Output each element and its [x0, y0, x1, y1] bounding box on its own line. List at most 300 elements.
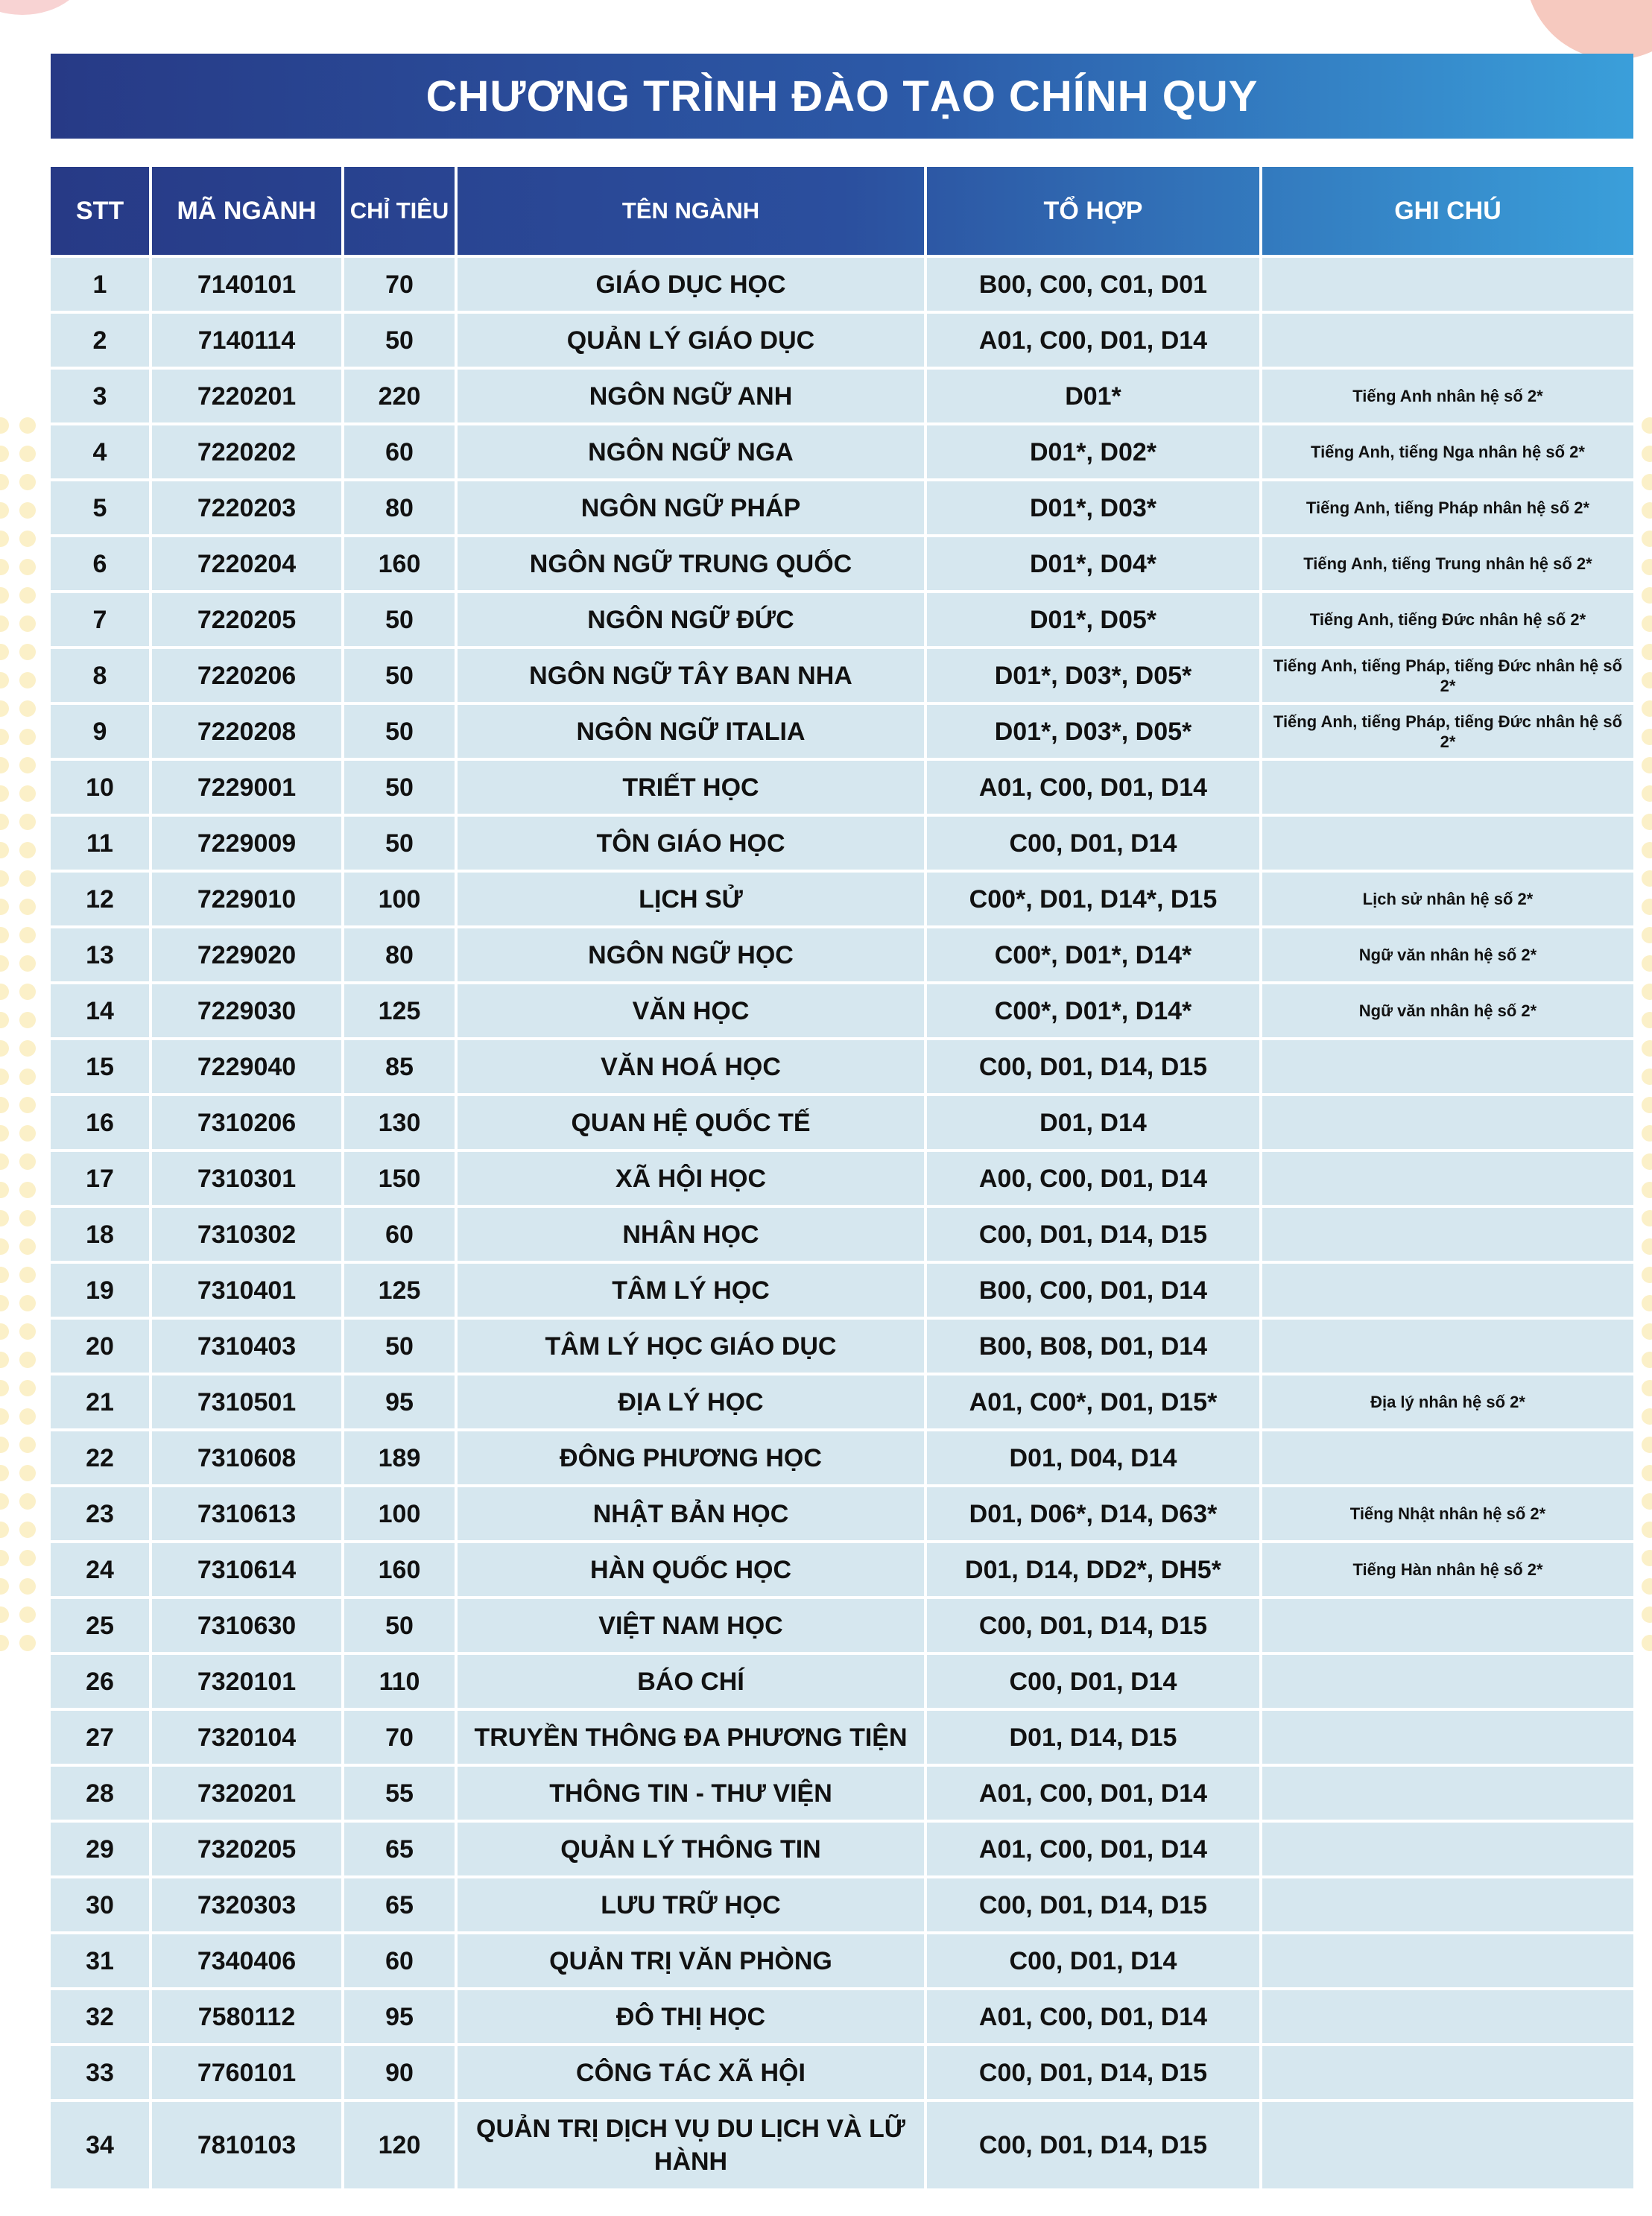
cell-stt: 34	[51, 2101, 151, 2188]
decorative-dot	[1642, 1097, 1652, 1113]
decorative-dot	[19, 1040, 36, 1057]
decorative-dot	[1642, 757, 1652, 773]
cell-code: 7310608	[151, 1430, 343, 1486]
decorative-dot	[0, 1012, 9, 1028]
cell-quota: 50	[343, 648, 456, 703]
decorative-dot	[19, 1069, 36, 1085]
decorative-dot	[19, 1267, 36, 1283]
cell-code: 7310630	[151, 1598, 343, 1653]
decorative-dot	[1642, 1606, 1652, 1623]
cell-code: 7580112	[151, 1989, 343, 2045]
decorative-dot	[19, 870, 36, 887]
cell-stt: 15	[51, 1039, 151, 1095]
cell-note	[1261, 1653, 1633, 1709]
cell-name: NGÔN NGỮ PHÁP	[456, 480, 925, 536]
decorative-dot	[0, 1493, 9, 1510]
cell-name: QUẢN TRỊ VĂN PHÒNG	[456, 1933, 925, 1989]
decorative-dot	[1642, 1578, 1652, 1595]
table-row	[51, 2045, 1633, 2101]
table-row	[51, 1095, 1633, 1150]
table-row	[51, 759, 1633, 815]
cell-combo: D01*, D03*, D05*	[925, 648, 1261, 703]
table-row	[51, 1430, 1633, 1486]
decorative-dot	[19, 1635, 36, 1651]
cell-quota: 80	[343, 927, 456, 983]
cell-combo: C00, D01, D14, D15	[925, 1039, 1261, 1095]
decorative-dot	[1642, 1153, 1652, 1170]
cell-name: LỊCH SỬ	[456, 871, 925, 927]
cell-stt: 11	[51, 815, 151, 871]
decorative-dot	[0, 1408, 9, 1425]
cell-note	[1261, 1430, 1633, 1486]
table-row	[51, 1039, 1633, 1095]
decorative-dot	[0, 842, 9, 858]
cell-note: Tiếng Anh, tiếng Đức nhân hệ số 2*	[1261, 592, 1633, 648]
cell-quota: 65	[343, 1821, 456, 1877]
cell-code: 7310614	[151, 1542, 343, 1598]
cell-combo: C00*, D01*, D14*	[925, 927, 1261, 983]
header-code: MÃ NGÀNH	[151, 167, 343, 256]
decorative-dot	[19, 955, 36, 972]
decorative-dot	[0, 474, 9, 490]
cell-note	[1261, 1262, 1633, 1318]
decorative-dot	[19, 1295, 36, 1311]
table-row	[51, 256, 1633, 312]
decorative-dot	[19, 1153, 36, 1170]
cell-note	[1261, 1318, 1633, 1374]
cell-code: 7229010	[151, 871, 343, 927]
decorative-dot	[0, 785, 9, 802]
decorative-dot	[19, 757, 36, 773]
decorative-dot	[1642, 984, 1652, 1000]
decorative-dot	[0, 700, 9, 717]
decorative-dot	[0, 899, 9, 915]
cell-combo: C00, D01, D14	[925, 1653, 1261, 1709]
cell-name: TÔN GIÁO HỌC	[456, 815, 925, 871]
cell-stt: 10	[51, 759, 151, 815]
decorative-dot	[1642, 446, 1652, 462]
decorative-dot	[0, 1380, 9, 1396]
cell-name: BÁO CHÍ	[456, 1653, 925, 1709]
decorative-dot	[1642, 1493, 1652, 1510]
decorative-dot	[19, 842, 36, 858]
decorative-circle-top-right	[1525, 0, 1652, 60]
cell-name: VĂN HỌC	[456, 983, 925, 1039]
decorative-dot	[0, 1267, 9, 1283]
cell-code: 7220206	[151, 648, 343, 703]
cell-stt: 32	[51, 1989, 151, 2045]
table-row	[51, 312, 1633, 368]
cell-stt: 21	[51, 1374, 151, 1430]
cell-code: 7340406	[151, 1933, 343, 1989]
decorative-dot	[19, 531, 36, 547]
decorative-dot	[1642, 1182, 1652, 1198]
cell-code: 7310301	[151, 1150, 343, 1206]
cell-quota: 50	[343, 1318, 456, 1374]
decorative-dot	[1642, 1635, 1652, 1651]
cell-quota: 130	[343, 1095, 456, 1150]
table-row	[51, 1486, 1633, 1542]
cell-note: Tiếng Anh nhân hệ số 2*	[1261, 368, 1633, 424]
cell-stt: 29	[51, 1821, 151, 1877]
decorative-dot	[1642, 1238, 1652, 1255]
cell-name: ĐÔNG PHƯƠNG HỌC	[456, 1430, 925, 1486]
cell-quota: 100	[343, 871, 456, 927]
cell-quota: 70	[343, 256, 456, 312]
cell-name: TRUYỀN THÔNG ĐA PHƯƠNG TIỆN	[456, 1709, 925, 1765]
cell-quota: 220	[343, 368, 456, 424]
cell-quota: 80	[343, 480, 456, 536]
decorative-dot	[1642, 700, 1652, 717]
cell-name: NHÂN HỌC	[456, 1206, 925, 1262]
cell-stt: 31	[51, 1933, 151, 1989]
decorative-dot	[0, 1352, 9, 1368]
cell-combo: C00*, D01*, D14*	[925, 983, 1261, 1039]
decorative-dot	[1642, 587, 1652, 604]
cell-name: NGÔN NGỮ NGA	[456, 424, 925, 480]
table-row	[51, 480, 1633, 536]
table-row	[51, 1598, 1633, 1653]
decorative-dot	[0, 417, 9, 434]
cell-quota: 160	[343, 536, 456, 592]
decorative-dot	[19, 785, 36, 802]
cell-stt: 8	[51, 648, 151, 703]
page-title: CHƯƠNG TRÌNH ĐÀO TẠO CHÍNH QUY	[51, 54, 1633, 139]
decorative-dot	[19, 729, 36, 745]
cell-combo: D01*, D04*	[925, 536, 1261, 592]
cell-note: Lịch sử nhân hệ số 2*	[1261, 871, 1633, 927]
cell-stt: 13	[51, 927, 151, 983]
cell-stt: 28	[51, 1765, 151, 1821]
decorative-dot	[1642, 1522, 1652, 1538]
cell-stt: 6	[51, 536, 151, 592]
cell-combo: A01, C00, D01, D14	[925, 1821, 1261, 1877]
cell-quota: 50	[343, 815, 456, 871]
cell-name: QUẢN TRỊ DỊCH VỤ DU LỊCH VÀ LỮ HÀNH	[456, 2101, 925, 2188]
table-row	[51, 1709, 1633, 1765]
cell-name: NGÔN NGỮ HỌC	[456, 927, 925, 983]
decorative-dot	[0, 644, 9, 660]
decorative-dot	[19, 559, 36, 575]
cell-quota: 60	[343, 424, 456, 480]
cell-note: Địa lý nhân hệ số 2*	[1261, 1374, 1633, 1430]
cell-combo: A01, C00, D01, D14	[925, 1989, 1261, 2045]
cell-code: 7320101	[151, 1653, 343, 1709]
decorative-circle-top-left	[0, 0, 89, 15]
decorative-dot	[19, 1012, 36, 1028]
cell-name: QUẢN LÝ GIÁO DỤC	[456, 312, 925, 368]
table-row	[51, 424, 1633, 480]
cell-name: TÂM LÝ HỌC	[456, 1262, 925, 1318]
cell-stt: 30	[51, 1877, 151, 1933]
cell-note	[1261, 1989, 1633, 2045]
cell-name: NHẬT BẢN HỌC	[456, 1486, 925, 1542]
cell-quota: 95	[343, 1374, 456, 1430]
cell-combo: A01, C00, D01, D14	[925, 759, 1261, 815]
cell-combo: D01*, D02*	[925, 424, 1261, 480]
decorative-dot	[0, 1153, 9, 1170]
cell-quota: 50	[343, 312, 456, 368]
cell-code: 7229020	[151, 927, 343, 983]
decorative-dot	[19, 1550, 36, 1566]
cell-name: CÔNG TÁC XÃ HỘI	[456, 2045, 925, 2101]
cell-quota: 55	[343, 1765, 456, 1821]
cell-combo: D01, D14	[925, 1095, 1261, 1150]
cell-code: 7220205	[151, 592, 343, 648]
cell-quota: 50	[343, 703, 456, 759]
cell-note: Tiếng Anh, tiếng Pháp, tiếng Đức nhân hệ số 2*	[1261, 703, 1633, 759]
decorative-dot	[19, 1465, 36, 1481]
cell-name: HÀN QUỐC HỌC	[456, 1542, 925, 1598]
cell-stt: 4	[51, 424, 151, 480]
cell-quota: 100	[343, 1486, 456, 1542]
decorative-dot	[1642, 1295, 1652, 1311]
cell-note	[1261, 2045, 1633, 2101]
decorative-dot	[19, 1408, 36, 1425]
table-header-row	[51, 167, 1633, 256]
table-row	[51, 927, 1633, 983]
decorative-dot	[0, 1635, 9, 1651]
decorative-dot	[1642, 672, 1652, 688]
decorative-dot	[19, 587, 36, 604]
decorative-dot	[0, 757, 9, 773]
decorative-dot	[19, 615, 36, 632]
decorative-dot	[1642, 814, 1652, 830]
table-row	[51, 983, 1633, 1039]
cell-quota: 125	[343, 1262, 456, 1318]
cell-code: 7140101	[151, 256, 343, 312]
cell-code: 7810103	[151, 2101, 343, 2188]
decorative-dot	[0, 1295, 9, 1311]
cell-quota: 60	[343, 1206, 456, 1262]
cell-code: 7320104	[151, 1709, 343, 1765]
decorative-dot	[1642, 474, 1652, 490]
decorative-dot	[19, 446, 36, 462]
table-row	[51, 703, 1633, 759]
cell-quota: 110	[343, 1653, 456, 1709]
cell-stt: 17	[51, 1150, 151, 1206]
decorative-dot	[1642, 1323, 1652, 1340]
cell-note: Tiếng Anh, tiếng Trung nhân hệ số 2*	[1261, 536, 1633, 592]
cell-code: 7220201	[151, 368, 343, 424]
decorative-dot	[0, 1465, 9, 1481]
decorative-dot	[19, 1323, 36, 1340]
decorative-dot	[19, 1097, 36, 1113]
cell-note: Tiếng Hàn nhân hệ số 2*	[1261, 1542, 1633, 1598]
cell-note	[1261, 1821, 1633, 1877]
decorative-dot	[1642, 842, 1652, 858]
cell-quota: 95	[343, 1989, 456, 2045]
table-row	[51, 368, 1633, 424]
cell-code: 7229009	[151, 815, 343, 871]
cell-note	[1261, 815, 1633, 871]
decorative-dot	[0, 955, 9, 972]
cell-note	[1261, 1095, 1633, 1150]
decorative-dot	[1642, 644, 1652, 660]
cell-name: LƯU TRỮ HỌC	[456, 1877, 925, 1933]
cell-name: THÔNG TIN - THƯ VIỆN	[456, 1765, 925, 1821]
decorative-dot	[19, 672, 36, 688]
cell-note	[1261, 1933, 1633, 1989]
decorative-dot	[19, 1437, 36, 1453]
cell-note	[1261, 1765, 1633, 1821]
decorative-dot	[1642, 1550, 1652, 1566]
cell-code: 7760101	[151, 2045, 343, 2101]
cell-quota: 120	[343, 2101, 456, 2188]
cell-combo: C00, D01, D14	[925, 1933, 1261, 1989]
cell-combo: A01, C00*, D01, D15*	[925, 1374, 1261, 1430]
cell-combo: A01, C00, D01, D14	[925, 312, 1261, 368]
cell-code: 7320201	[151, 1765, 343, 1821]
decorative-dot	[0, 446, 9, 462]
decorative-dot	[1642, 729, 1652, 745]
cell-quota: 50	[343, 1598, 456, 1653]
cell-note	[1261, 2101, 1633, 2188]
cell-stt: 5	[51, 480, 151, 536]
cell-combo: C00, D01, D14, D15	[925, 2045, 1261, 2101]
cell-code: 7310613	[151, 1486, 343, 1542]
cell-name: TÂM LÝ HỌC GIÁO DỤC	[456, 1318, 925, 1374]
decorative-dot	[19, 644, 36, 660]
decorative-dot	[1642, 531, 1652, 547]
decorative-dot	[1642, 559, 1652, 575]
cell-combo: C00, D01, D14, D15	[925, 2101, 1261, 2188]
cell-code: 7320205	[151, 1821, 343, 1877]
cell-quota: 70	[343, 1709, 456, 1765]
cell-note: Tiếng Anh, tiếng Nga nhân hệ số 2*	[1261, 424, 1633, 480]
cell-combo: D01*, D03*, D05*	[925, 703, 1261, 759]
table-row	[51, 1653, 1633, 1709]
decorative-dot	[0, 615, 9, 632]
cell-combo: C00, D01, D14, D15	[925, 1877, 1261, 1933]
cell-combo: A01, C00, D01, D14	[925, 1765, 1261, 1821]
decorative-dot	[0, 870, 9, 887]
cell-combo: D01, D06*, D14, D63*	[925, 1486, 1261, 1542]
cell-combo: B00, C00, D01, D14	[925, 1262, 1261, 1318]
cell-stt: 25	[51, 1598, 151, 1653]
cell-name: QUẢN LÝ THÔNG TIN	[456, 1821, 925, 1877]
decorative-dot	[1642, 1040, 1652, 1057]
decorative-dot	[1642, 1352, 1652, 1368]
cell-quota: 60	[343, 1933, 456, 1989]
decorative-dot	[0, 1040, 9, 1057]
cell-code: 7220204	[151, 536, 343, 592]
cell-code: 7310501	[151, 1374, 343, 1430]
cell-quota: 160	[343, 1542, 456, 1598]
cell-name: TRIẾT HỌC	[456, 759, 925, 815]
cell-name: QUAN HỆ QUỐC TẾ	[456, 1095, 925, 1150]
decorative-dot	[19, 1125, 36, 1142]
table-row	[51, 1765, 1633, 1821]
cell-note	[1261, 759, 1633, 815]
cell-name: NGÔN NGỮ ITALIA	[456, 703, 925, 759]
decorative-dot	[0, 1069, 9, 1085]
cell-code: 7220202	[151, 424, 343, 480]
decorative-dot	[0, 1578, 9, 1595]
decorative-dot	[19, 700, 36, 717]
decorative-dot	[0, 1097, 9, 1113]
decorative-dot	[19, 1352, 36, 1368]
decorative-dot	[0, 1182, 9, 1198]
decorative-dot	[0, 1550, 9, 1566]
cell-note: Tiếng Nhật nhân hệ số 2*	[1261, 1486, 1633, 1542]
cell-stt: 1	[51, 256, 151, 312]
cell-note	[1261, 1206, 1633, 1262]
cell-stt: 12	[51, 871, 151, 927]
cell-stt: 14	[51, 983, 151, 1039]
decorative-dot	[19, 474, 36, 490]
cell-code: 7220203	[151, 480, 343, 536]
decorative-dot	[1642, 1437, 1652, 1453]
cell-name: VIỆT NAM HỌC	[456, 1598, 925, 1653]
decorative-dot	[0, 1125, 9, 1142]
cell-combo: C00, D01, D14, D15	[925, 1598, 1261, 1653]
header-combo: TỔ HỢP	[925, 167, 1261, 256]
table-row	[51, 2101, 1633, 2188]
cell-name: NGÔN NGỮ ANH	[456, 368, 925, 424]
cell-code: 7229001	[151, 759, 343, 815]
decorative-dot	[1642, 785, 1652, 802]
cell-code: 7229040	[151, 1039, 343, 1095]
decorative-dot	[1642, 1210, 1652, 1226]
cell-combo: D01*, D05*	[925, 592, 1261, 648]
decorative-dot	[0, 1437, 9, 1453]
decorative-dot	[0, 1238, 9, 1255]
decorative-dot	[1642, 1267, 1652, 1283]
decorative-dot	[1642, 615, 1652, 632]
decorative-dot	[1642, 1465, 1652, 1481]
cell-note: Ngữ văn nhân hệ số 2*	[1261, 983, 1633, 1039]
table-row	[51, 648, 1633, 703]
header-note: GHI CHÚ	[1394, 197, 1501, 225]
table-row	[51, 1374, 1633, 1430]
decorative-dot	[19, 1210, 36, 1226]
decorative-dot	[1642, 899, 1652, 915]
cell-name: NGÔN NGỮ ĐỨC	[456, 592, 925, 648]
cell-quota: 85	[343, 1039, 456, 1095]
cell-note	[1261, 312, 1633, 368]
cell-combo: B00, C00, C01, D01	[925, 256, 1261, 312]
table-row	[51, 1821, 1633, 1877]
header-name: TÊN NGÀNH	[456, 167, 925, 256]
table-row	[51, 1318, 1633, 1374]
cell-code: 7229030	[151, 983, 343, 1039]
decorative-dot	[1642, 502, 1652, 519]
cell-note	[1261, 1150, 1633, 1206]
cell-combo: A00, C00, D01, D14	[925, 1150, 1261, 1206]
decorative-dot	[0, 1210, 9, 1226]
decorative-dot	[1642, 1012, 1652, 1028]
cell-stt: 18	[51, 1206, 151, 1262]
decorative-dot	[0, 984, 9, 1000]
cell-code: 7310401	[151, 1262, 343, 1318]
cell-combo: D01, D04, D14	[925, 1430, 1261, 1486]
table-row	[51, 1989, 1633, 2045]
cell-quota: 65	[343, 1877, 456, 1933]
decorative-dot	[19, 814, 36, 830]
cell-note: Tiếng Anh, tiếng Pháp, tiếng Đức nhân hệ số 2*	[1261, 648, 1633, 703]
decorative-dot	[0, 1323, 9, 1340]
cell-code: 7140114	[151, 312, 343, 368]
decorative-dot	[1642, 1125, 1652, 1142]
cell-stt: 19	[51, 1262, 151, 1318]
cell-code: 7220208	[151, 703, 343, 759]
cell-name: ĐÔ THỊ HỌC	[456, 1989, 925, 2045]
header-stt: STT	[51, 167, 151, 256]
decorative-dot	[19, 1606, 36, 1623]
cell-stt: 33	[51, 2045, 151, 2101]
decorative-dot	[1642, 927, 1652, 943]
